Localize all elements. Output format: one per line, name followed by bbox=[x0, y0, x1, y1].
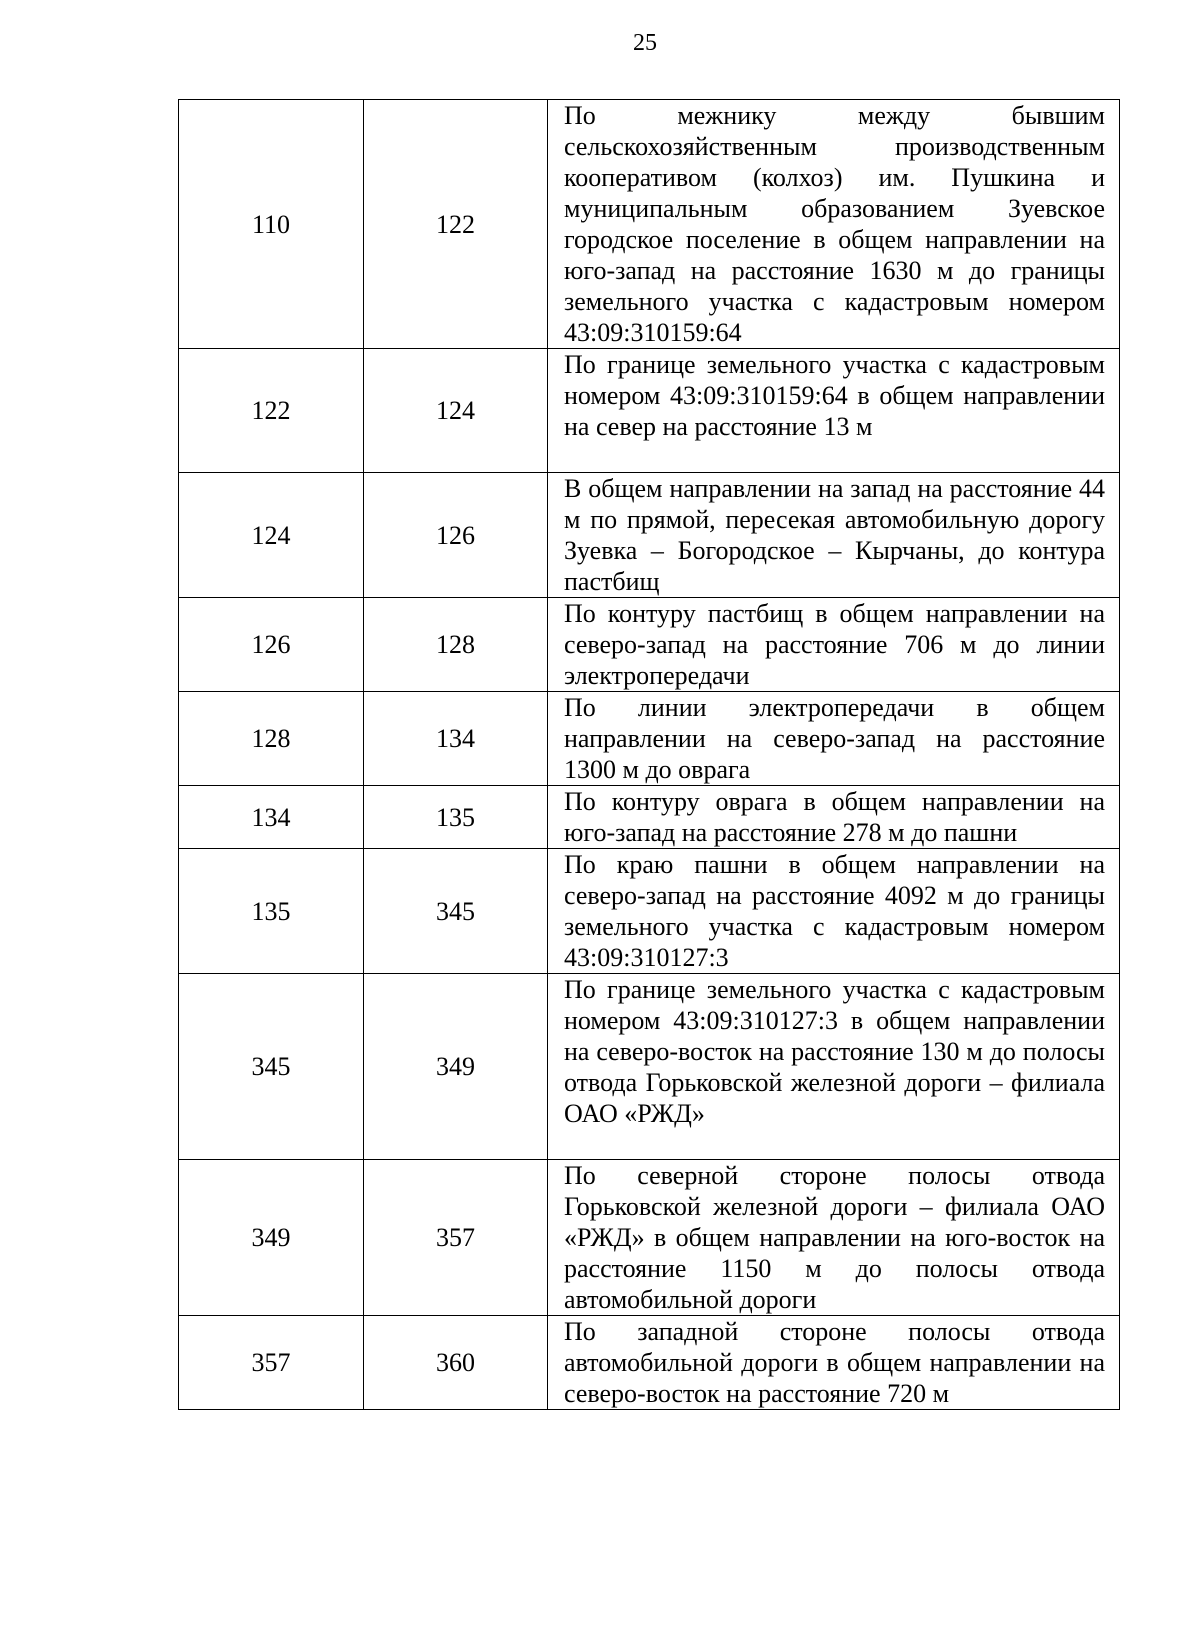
point-from: 128 bbox=[179, 692, 364, 786]
point-from: 345 bbox=[179, 974, 364, 1160]
segment-description: По западной стороне полосы отвода автомобильной дороги в общем направлении на северо-восток на расстояние 720 м bbox=[548, 1316, 1120, 1410]
point-from: 134 bbox=[179, 786, 364, 849]
segment-description: По линии электропередачи в общем направлении на северо-запад на расстояние 1300 м до оврага bbox=[548, 692, 1120, 786]
boundary-description-table bbox=[178, 99, 1120, 1410]
table-row bbox=[179, 473, 1120, 598]
segment-description: По контуру пастбищ в общем направлении на северо-запад на расстояние 706 м до линии электропередачи bbox=[548, 598, 1120, 692]
point-to: 357 bbox=[364, 1160, 548, 1316]
point-from: 110 bbox=[179, 100, 364, 349]
point-to: 349 bbox=[364, 974, 548, 1160]
table-row bbox=[179, 349, 1120, 473]
point-from: 122 bbox=[179, 349, 364, 473]
table-row bbox=[179, 974, 1120, 1160]
table-row bbox=[179, 1316, 1120, 1410]
point-from: 124 bbox=[179, 473, 364, 598]
segment-description: По северной стороне полосы отвода Горьковской железной дороги – филиала ОАО «РЖД» в общем направлении на юго-восток на расстояние 1150 м до полосы отвода автомобильной дороги bbox=[548, 1160, 1120, 1316]
segment-description: По контуру оврага в общем направлении на юго-запад на расстояние 278 м до пашни bbox=[548, 786, 1120, 849]
table-row bbox=[179, 786, 1120, 849]
point-to: 135 bbox=[364, 786, 548, 849]
point-to: 122 bbox=[364, 100, 548, 349]
segment-description: По границе земельного участка с кадастровым номером 43:09:310127:3 в общем направлении на северо-восток на расстояние 130 м до полосы отвода Горьковской железной дороги – филиала ОАО «РЖД» bbox=[548, 974, 1120, 1160]
point-to: 134 bbox=[364, 692, 548, 786]
point-from: 349 bbox=[179, 1160, 364, 1316]
table-row bbox=[179, 1160, 1120, 1316]
page-number: 25 bbox=[633, 30, 657, 56]
table-row bbox=[179, 849, 1120, 974]
point-from: 357 bbox=[179, 1316, 364, 1410]
point-to: 128 bbox=[364, 598, 548, 692]
segment-description: По межнику между бывшим сельскохозяйственным производственным кооперативом (колхоз) им. Пушкина и муниципальным образованием Зуевское городское поселение в общем направлении на юго-запад на расстояние 1630 м до границы земельного участка с кадастровым номером 43:09:310159:64 bbox=[548, 100, 1120, 349]
point-to: 124 bbox=[364, 349, 548, 473]
table-row bbox=[179, 100, 1120, 349]
point-to: 360 bbox=[364, 1316, 548, 1410]
point-to: 345 bbox=[364, 849, 548, 974]
point-to: 126 bbox=[364, 473, 548, 598]
table-row bbox=[179, 598, 1120, 692]
segment-description: По краю пашни в общем направлении на северо-запад на расстояние 4092 м до границы земельного участка с кадастровым номером 43:09:310127:3 bbox=[548, 849, 1120, 974]
point-from: 135 bbox=[179, 849, 364, 974]
segment-description: В общем направлении на запад на расстояние 44 м по прямой, пересекая автомобильную дорогу Зуевка – Богородское – Кырчаны, до контура пастбищ bbox=[548, 473, 1120, 598]
segment-description: По границе земельного участка с кадастровым номером 43:09:310159:64 в общем направлении на север на расстояние 13 м bbox=[548, 349, 1120, 473]
point-from: 126 bbox=[179, 598, 364, 692]
table-row bbox=[179, 692, 1120, 786]
